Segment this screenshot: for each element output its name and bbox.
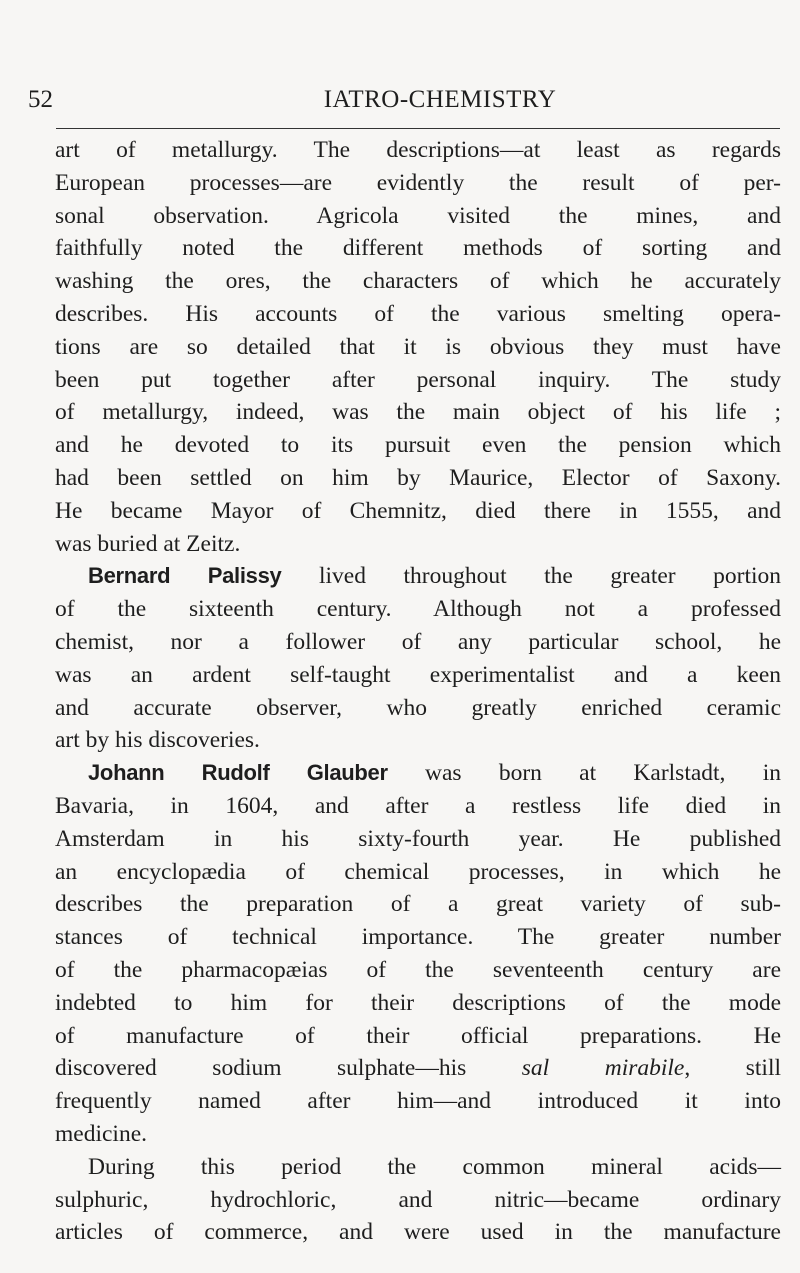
text-line — [55, 1052, 781, 1085]
text-line — [55, 593, 781, 626]
line-text: medicine. — [55, 1120, 148, 1147]
text-line — [55, 823, 781, 856]
text-line — [55, 528, 781, 561]
text-line — [55, 987, 781, 1020]
text-line — [55, 1085, 781, 1118]
text-line — [55, 495, 781, 528]
text-line — [55, 232, 781, 265]
text-line — [55, 1118, 781, 1151]
text-line — [55, 200, 781, 233]
running-title: IATRO-CHEMISTRY — [323, 86, 557, 113]
text-line — [55, 888, 781, 921]
person-name: Johann Rudolf Glauber — [88, 760, 388, 786]
text-line — [55, 1020, 781, 1053]
text-line — [55, 134, 781, 167]
text-line — [55, 692, 781, 725]
text-line — [55, 298, 781, 331]
text-line — [55, 364, 781, 397]
line-text: was buried at Zeitz. — [55, 530, 241, 557]
line-text: discovered sodium sulphate—his — [55, 1055, 522, 1082]
line-text: indebted to him for their descriptions of the mode — [55, 989, 781, 1016]
line-text: describes the preparation of a great variety of sub- — [55, 891, 781, 918]
text-line — [55, 1216, 781, 1249]
text-line — [55, 856, 781, 889]
line-text: During this period the common mineral acids— — [88, 1153, 781, 1180]
text-line — [55, 429, 781, 462]
line-text: Bavaria, in 1604, and after a restless life died in — [55, 792, 781, 819]
line-text: lived throughout the greater portion — [281, 563, 782, 590]
text-line — [55, 462, 781, 495]
text-line — [55, 1184, 781, 1217]
line-text: sonal observation. Agricola visited the mines, and — [55, 202, 781, 229]
line-text: sulphuric, hydrochloric, and nitric—became ordinary — [55, 1186, 781, 1213]
line-text: He became Mayor of Chemnitz, died there in 1555, and — [55, 497, 781, 524]
text-line — [55, 921, 781, 954]
line-text: and he devoted to its pursuit even the pension which — [55, 432, 781, 459]
line-text: of the sixteenth century. Although not a professed — [55, 596, 781, 623]
text-line — [55, 265, 781, 298]
line-text: chemist, nor a follower of any particular school, he — [55, 628, 781, 655]
line-text: and accurate observer, who greatly enriched ceramic — [55, 694, 781, 721]
line-text: European processes—are evidently the result of per- — [55, 169, 781, 196]
line-text: Amsterdam in his sixty-fourth year. He published — [55, 825, 781, 852]
line-text: of manufacture of their official preparations. He — [55, 1022, 781, 1049]
line-text: art of metallurgy. The descriptions—at least as regards — [55, 137, 781, 163]
line-text: an encyclopædia of chemical processes, in which he — [55, 858, 781, 885]
text-line — [55, 396, 781, 429]
italic-term: sal mirabile — [521, 1055, 685, 1082]
line-text: was born at Karlstadt, in — [387, 760, 781, 787]
text-line — [55, 1151, 781, 1184]
text-line — [55, 560, 781, 593]
page-number: 52 — [28, 86, 53, 113]
text-line — [55, 331, 781, 364]
line-text: , still — [684, 1055, 782, 1082]
person-name: Bernard Palissy — [88, 563, 282, 589]
line-text: had been settled on him by Maurice, Elector of Saxony. — [55, 464, 781, 491]
line-text: tions are so detailed that it is obvious they must have — [55, 333, 781, 360]
header-rule — [56, 128, 780, 129]
text-line — [55, 790, 781, 823]
line-text: been put together after personal inquiry. The study — [55, 366, 781, 393]
line-text: articles of commerce, and were used in the manufacture — [55, 1219, 781, 1246]
line-text: faithfully noted the different methods of sorting and — [55, 235, 781, 262]
text-line — [55, 724, 781, 757]
line-text: of the pharmacopæias of the seventeenth century are — [55, 956, 781, 983]
line-text: was an ardent self-taught experimentalist and a keen — [55, 661, 781, 688]
line-text: frequently named after him—and introduced it into — [55, 1088, 781, 1115]
line-text: of metallurgy, indeed, was the main object of his life ; — [55, 399, 781, 426]
line-text: art by his discoveries. — [55, 727, 260, 754]
line-text: washing the ores, the characters of which he accurately — [55, 268, 781, 295]
text-line — [55, 757, 781, 790]
text-line — [55, 954, 781, 987]
line-text: stances of technical importance. The greater number — [55, 924, 781, 951]
text-line — [55, 659, 781, 692]
text-line — [55, 167, 781, 200]
body-text — [55, 134, 781, 1249]
line-text: describes. His accounts of the various smelting opera- — [55, 300, 781, 327]
text-line — [55, 626, 781, 659]
